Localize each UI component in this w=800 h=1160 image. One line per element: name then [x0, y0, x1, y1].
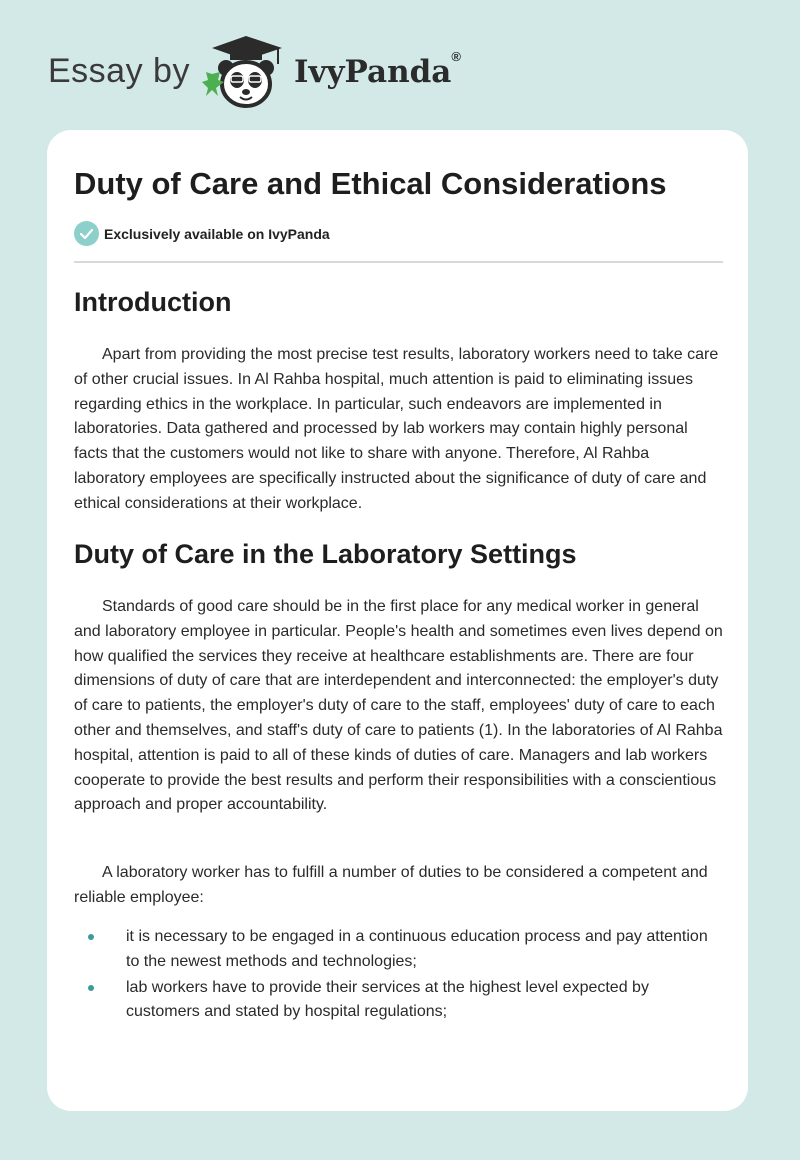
list-item: it is necessary to be engaged in a continuous education process and pay attention to the newest methods and technologies; — [74, 925, 723, 975]
divider — [74, 261, 723, 263]
paragraph: Apart from providing the most precise test results, laboratory workers need to take care of other crucial issues. In Al Rahba hospital, much attention is paid to eliminating issues regarding ethics in the workplace. In particular, such endeavors are implemented in laboratories. Data gathered and processed by lab workers may contain highly personal facts that the customers would not like to share with anyone. Therefore, Al Rahba laboratory employees are specifically instructed about the significance of duty of care and ethical considerations at their workplace. — [74, 346, 719, 512]
brand-name: IvyPanda® — [294, 48, 461, 90]
essay-card — [47, 130, 748, 1111]
paragraph: Standards of good care should be in the first place for any medical worker in general and laboratory employee in particular. People's health and sometimes even lives depend on how qualified the services they receive at healthcare establishments are. There are four dimensions of duty of care that are interdependent and interconnected: the employer's duty of care to patients, the employer's duty of care to the staff, employees' duty of care to each other and themselves, and staff's duty of care to patients (1). In the laboratories of Al Rahba hospital, attention is paid to all of these kinds of duties of care. Managers and lab workers cooperate to provide the best results and perform their responsibilities with a conscientious approach and proper accountability. — [74, 598, 723, 814]
exclusive-badge — [74, 221, 330, 246]
check-icon — [74, 221, 99, 246]
list-item: lab workers have to provide their services at the highest level expected by customers and stated by hospital regulations; — [74, 976, 723, 1026]
essay-by-label: Essay by — [48, 52, 190, 90]
section-heading-introduction: Introduction — [74, 287, 232, 317]
essay-title: Duty of Care and Ethical Considerations — [74, 166, 667, 201]
exclusive-label: Exclusively available on IvyPanda — [104, 225, 330, 242]
paragraph: A laboratory worker has to fulfill a number of duties to be considered a competent and reliable employee: — [74, 864, 708, 906]
bullet-icon — [88, 985, 94, 991]
bullet-icon — [88, 934, 94, 940]
section-heading-duty-of-care: Duty of Care in the Laboratory Settings — [74, 539, 577, 569]
ivypanda-logo-icon[interactable] — [198, 34, 294, 110]
site-header — [48, 34, 548, 110]
duties-list — [74, 925, 723, 1026]
